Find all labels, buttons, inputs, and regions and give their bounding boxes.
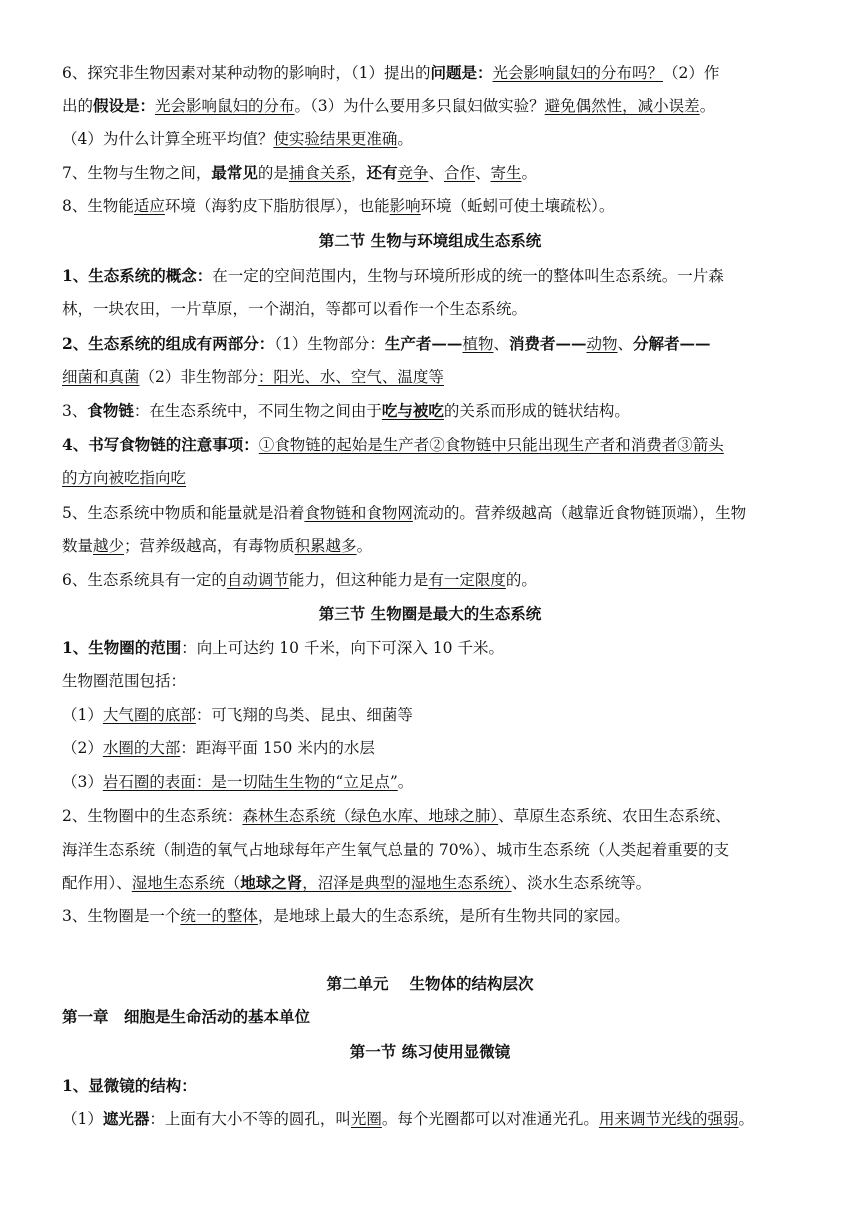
s2-paragraph-4-line-1: [62, 434, 802, 456]
text: 。（3）为什么要用多只鼠妇做实验？: [294, 97, 545, 115]
s3-paragraph-2-line-2: 海洋生态系统（制造的氧气占地球每年产生氧气总量的 70%）、城市生态系统（人类起着重要的支: [62, 841, 730, 859]
text: 。: [699, 97, 716, 115]
text: 环境（海豹皮下脂肪很厚），也能: [164, 197, 390, 215]
text: 。: [738, 1110, 754, 1128]
s3-paragraph-3: [62, 905, 802, 927]
text: 环境（蚯蚓可使土壤疏松）。: [420, 197, 615, 215]
text: ，是地球上最大的生态系统，是所有生物共同的家园。: [257, 907, 630, 925]
u2-paragraph-2: [62, 1108, 802, 1130]
underlined-answer: 越少: [93, 537, 125, 555]
text: 3、生物圈是一个: [62, 907, 181, 925]
paragraph-6-line-3: [62, 128, 802, 150]
underlined-answer: 水圈的大部: [102, 739, 181, 757]
text: ：在生态系统中，不同生物之间由于: [133, 402, 382, 420]
text: （2）非生物部分: [139, 368, 258, 386]
text: （2）: [62, 739, 103, 757]
underlined-answer: 有一定限度: [428, 571, 506, 589]
s2-paragraph-2-line-1: [62, 333, 802, 355]
bold-text: 消费者——: [508, 334, 587, 353]
text: 的关系而形成的链状结构。: [443, 402, 630, 420]
u2-paragraph-1: 1、显微镜的结构：: [62, 1076, 197, 1095]
underlined-answer: 光圈: [350, 1110, 382, 1128]
s3-paragraph-1b: 生物圈范围包括：: [62, 672, 187, 690]
underlined-answer: 竞争: [397, 164, 429, 182]
bold-text: 分解者——: [633, 334, 711, 353]
text: 。每个光圈都可以对准通光孔。: [381, 1110, 599, 1128]
text: ：向上可达约 10 千米，向下可深入 10 千米。: [181, 639, 504, 657]
s3-list-item-1: [62, 704, 802, 726]
unit-2-title: 第二单元 生物体的结构层次: [326, 974, 534, 993]
underlined-answer: 用来调节光线的强弱: [598, 1110, 739, 1128]
bold-text: 4、书写食物链的注意事项：: [62, 435, 259, 454]
text: （4）为什么计算全班平均值？: [62, 130, 274, 148]
s2-paragraph-6: [62, 569, 802, 591]
text: ：上面有大小不等的圆孔，叫: [149, 1110, 351, 1128]
underlined-answer: 光会影响鼠妇的分布: [155, 97, 295, 115]
text: ，: [350, 164, 367, 182]
underlined-answer: 光会影响鼠妇的分布吗？: [492, 64, 664, 82]
bold-text: 1、生态系统的概念：: [62, 266, 213, 285]
s2-paragraph-1-line-2: 林，一块农田，一片草原，一个湖泊，等都可以看作一个生态系统。: [62, 300, 528, 318]
s3-list-item-2: [62, 737, 802, 759]
text: （1）: [62, 1110, 103, 1128]
text: 2、生物圈中的生态系统：: [62, 807, 243, 825]
s2-paragraph-5-line-2: [62, 535, 802, 557]
underlined-answer: 影响: [389, 197, 421, 215]
underlined-answer: ：是一切陆生生物的“立足点”: [195, 773, 398, 791]
bold-text: 问题是：: [430, 63, 493, 82]
bold-text: 1、生物圈的范围: [62, 638, 182, 657]
text: 、: [428, 164, 444, 182]
underlined-answer: 湿地生态系统（: [131, 874, 241, 892]
underlined-answer: 吃与被吃: [381, 401, 444, 420]
text: 3、: [62, 402, 88, 420]
underlined-answer: 食物链和食物网: [304, 504, 413, 522]
text: 。: [521, 164, 538, 182]
underlined-answer: 地球之肾: [240, 873, 303, 892]
text: 7、生物与生物之间，: [62, 164, 212, 182]
text: 的是: [257, 164, 289, 182]
s2-paragraph-5-line-1: [62, 502, 802, 524]
paragraph-8: [62, 195, 802, 217]
text: 。: [397, 130, 413, 148]
paragraph-6-line-2: [62, 95, 802, 117]
s2-paragraph-3: [62, 400, 802, 422]
underlined-answer: 适应: [133, 197, 165, 215]
underlined-answer: 大气圈的底部: [102, 706, 196, 724]
text: 、淡水生态系统等。: [511, 874, 652, 892]
text: 、: [617, 335, 634, 353]
text: 在一定的空间范围内，生物与环境所形成的统一的整体叫生态系统。一片森: [212, 267, 724, 285]
underlined-answer: 细菌和真菌: [62, 368, 140, 386]
underlined-answer: ，沼泽是典型的湿地生态系统）: [302, 874, 512, 892]
underlined-answer: 避免偶然性，减小误差: [544, 97, 700, 115]
text: 5、生态系统中物质和能量就是沿着: [62, 504, 305, 522]
paragraph-7: [62, 162, 802, 184]
bold-text: 食物链: [87, 401, 134, 420]
underlined-answer: 使实验结果更准确: [273, 130, 398, 148]
section-2-title: 第二节 生物与环境组成生态系统: [318, 231, 542, 250]
underlined-answer: 统一的整体: [180, 907, 258, 925]
text: 、: [493, 335, 509, 353]
text: 8、生物能: [62, 197, 134, 215]
bold-text: 遮光器: [102, 1109, 150, 1128]
underlined-answer: 动物: [586, 335, 618, 353]
paragraph-6-line-1: [62, 62, 802, 84]
text: 的。: [505, 571, 537, 589]
text: 流动的。营养级越高（越靠近食物链顶端），生物: [412, 504, 747, 522]
text: 配作用）、: [62, 874, 132, 892]
text: 6、生态系统具有一定的: [62, 571, 227, 589]
text: ：距海平面 150 米内的水层: [180, 739, 375, 757]
underlined-answer: ：阳光、水、空气、温度等: [257, 368, 444, 386]
text: 。: [397, 773, 414, 791]
text: （2）作: [663, 64, 720, 82]
text: 、: [475, 164, 491, 182]
underlined-answer: ①食物链的起始是生产者②食物链中只能出现生产者和消费者③箭头: [258, 436, 724, 454]
bold-text: 生产者——: [384, 334, 463, 353]
s2-paragraph-1-line-1: [62, 265, 802, 287]
underlined-answer: 岩石圈的表面: [102, 773, 196, 791]
text: ：可飞翔的鸟类、昆虫、细菌等: [195, 706, 413, 724]
bold-text: 2、生态系统的组成有两部分：: [62, 334, 275, 353]
text: 。: [356, 537, 373, 555]
s2-paragraph-2-line-2: [62, 366, 802, 388]
s3-list-item-3: [62, 771, 802, 793]
underlined-answer: 寄生: [490, 164, 522, 182]
text: ；营养级越高，有毒物质: [124, 537, 295, 555]
s3-paragraph-1: [62, 637, 802, 659]
text: （1）: [62, 706, 103, 724]
s2-paragraph-4-line-2: [62, 467, 802, 489]
underlined-answer: 自动调节: [226, 571, 289, 589]
underlined-answer: 积累越多: [294, 537, 357, 555]
text: 、草原生态系统、农田生态系统、: [498, 807, 731, 825]
text: （3）: [62, 773, 103, 791]
text: 数量: [62, 537, 94, 555]
chapter-1-title: 第一章 细胞是生命活动的基本单位: [62, 1007, 311, 1026]
bold-text: 最常见: [211, 163, 258, 182]
section-1-title: 第一节 练习使用显微镜: [349, 1042, 511, 1061]
text: （1）生物部分：: [274, 335, 385, 353]
text: 出的: [62, 97, 94, 115]
bold-text: 还有: [366, 163, 398, 182]
bold-text: 假设是：: [93, 96, 156, 115]
s3-paragraph-2-line-1: [62, 805, 802, 827]
underlined-answer: 植物: [462, 335, 494, 353]
s3-paragraph-2-line-3: [62, 872, 802, 894]
text: 6、探究非生物因素对某种动物的影响时，（1）提出的: [62, 64, 431, 82]
section-3-title: 第三节 生物圈是最大的生态系统: [318, 604, 542, 623]
underlined-answer: 捕食关系: [288, 164, 351, 182]
underlined-answer: 合作: [443, 164, 475, 182]
underlined-answer: 的方向被吃指向吃: [62, 469, 187, 487]
underlined-answer: 森林生态系统（绿色水库、地球之肺）: [242, 807, 499, 825]
text: 能力，但这种能力是: [288, 571, 429, 589]
